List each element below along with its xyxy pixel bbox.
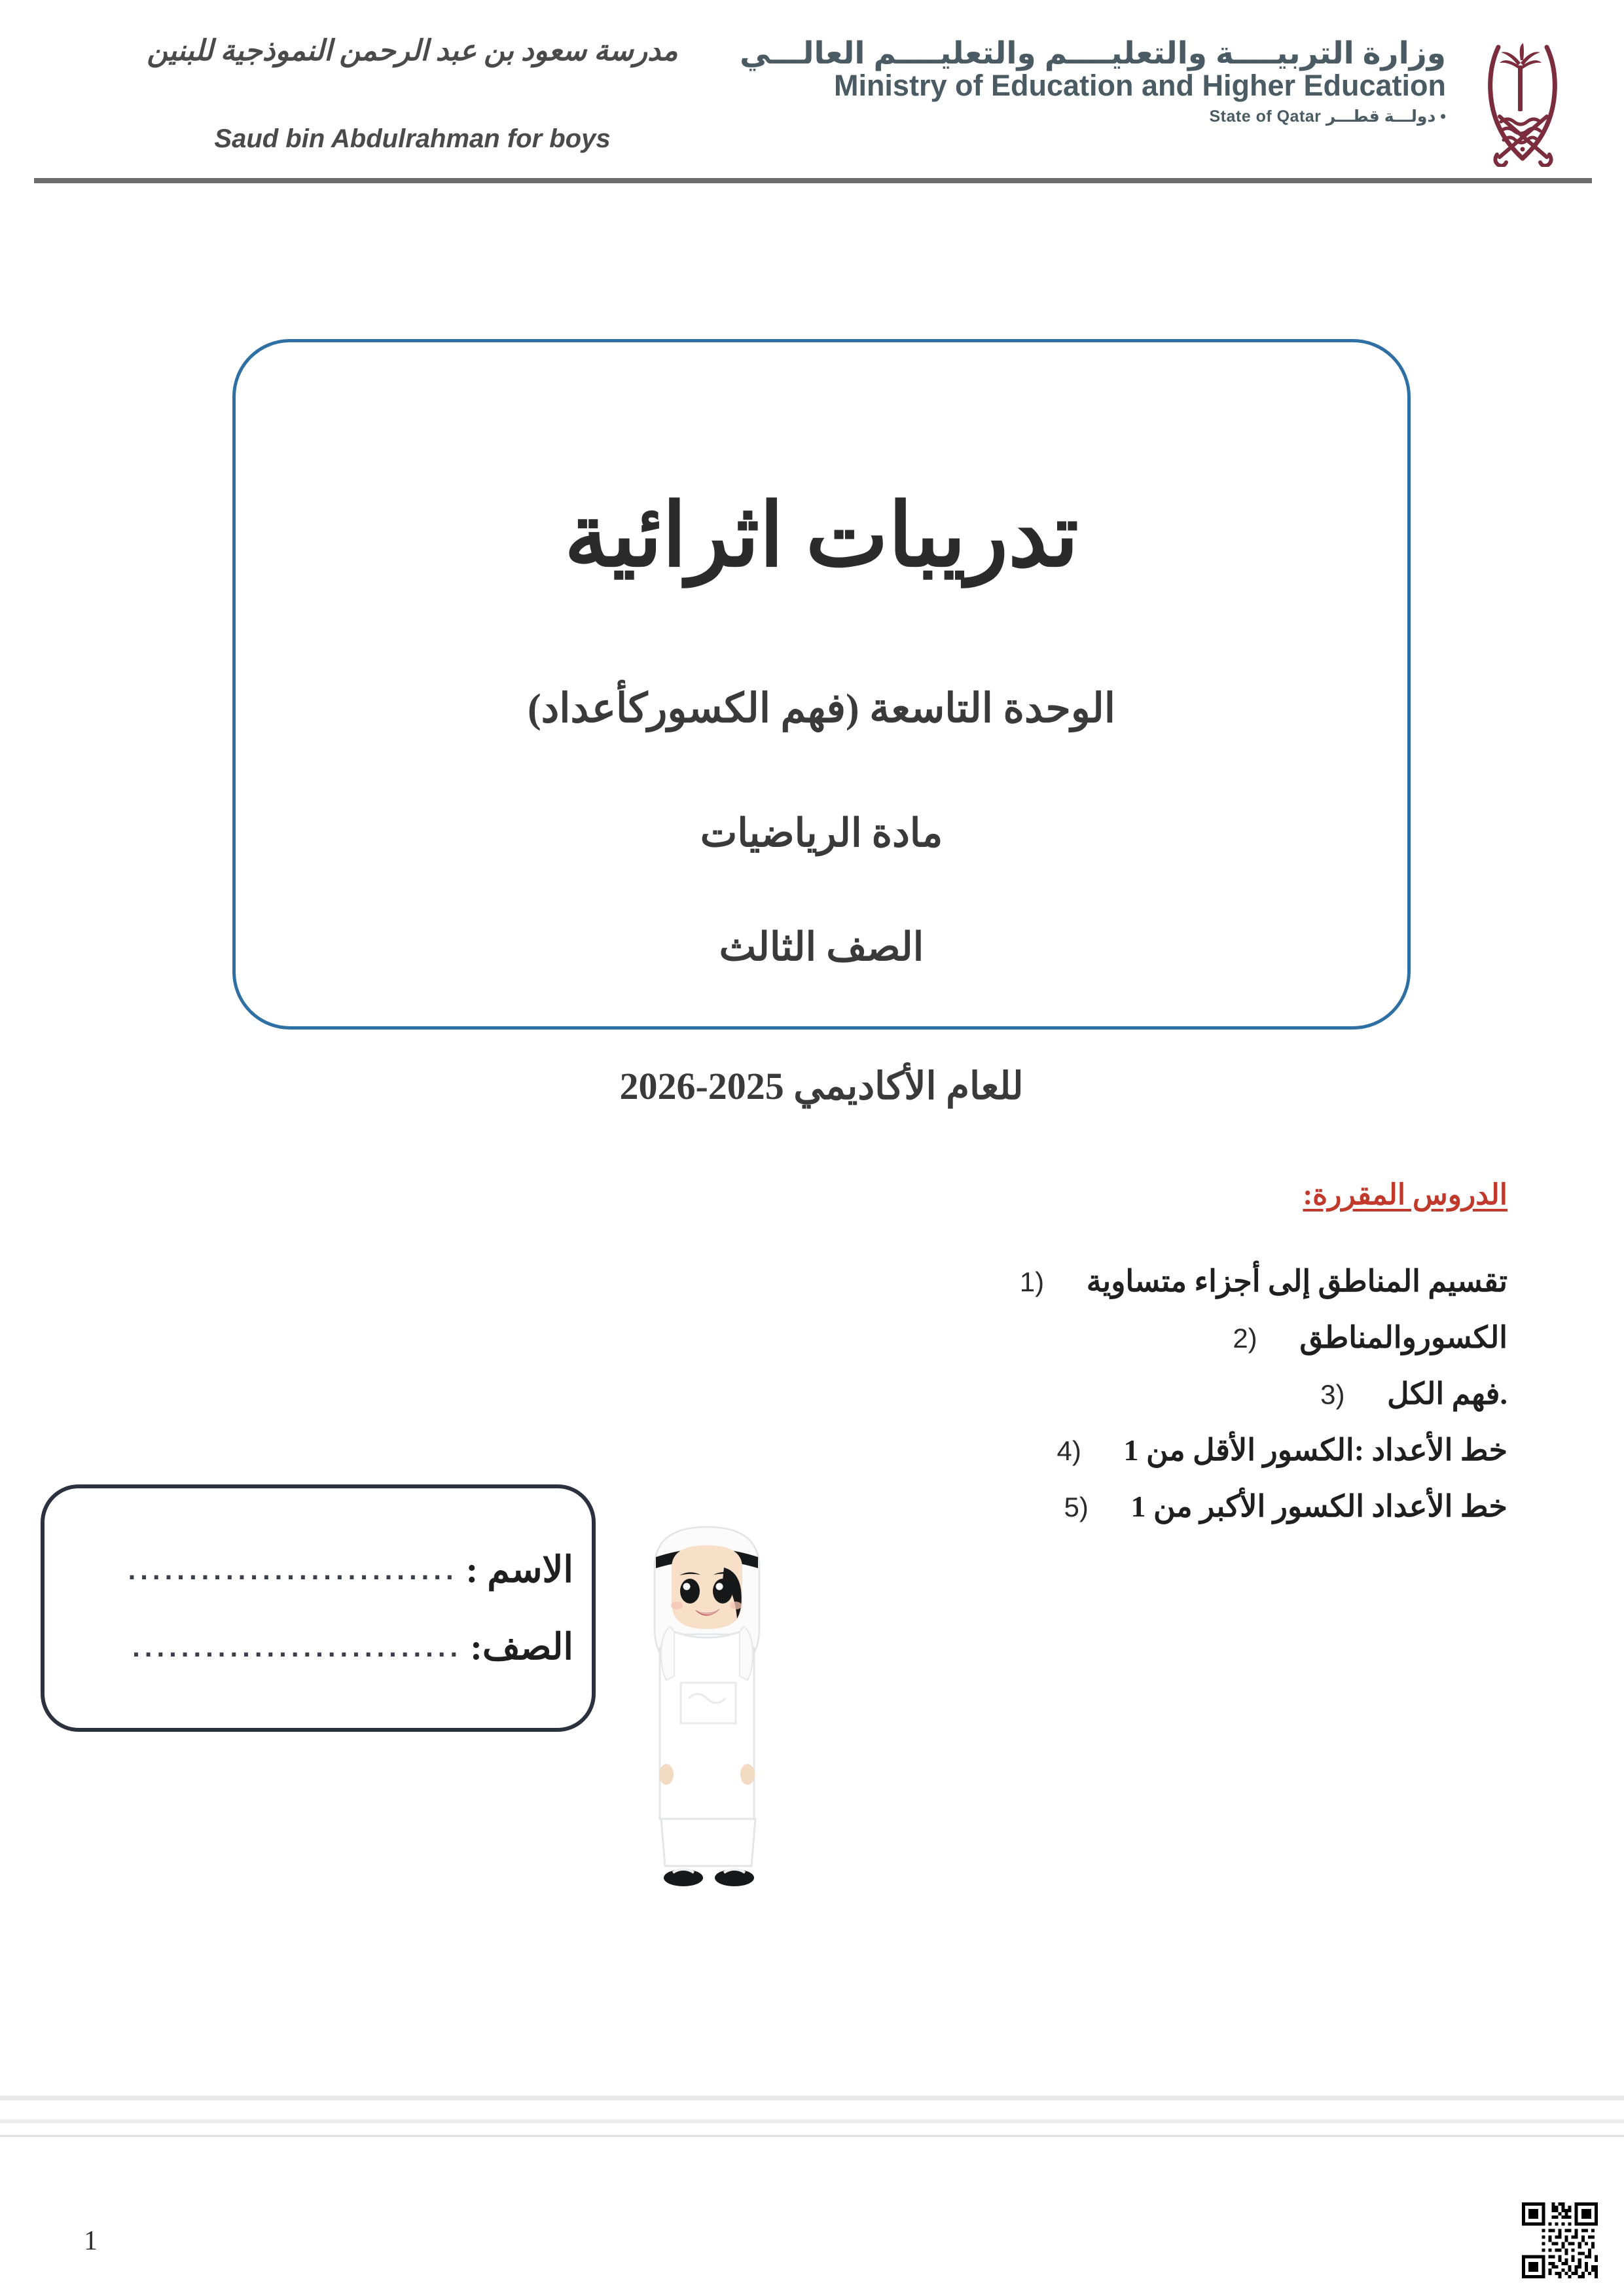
page-number: 1 xyxy=(84,2226,98,2256)
lesson-title: خط الأعداد الكسور الأكبر من 1 xyxy=(1130,1490,1507,1523)
state-label-english: State of Qatar xyxy=(1209,107,1322,126)
page-title: تدريبات اثرائية xyxy=(564,488,1079,584)
lessons-heading: الدروس المقررة: xyxy=(1303,1179,1507,1211)
student-info-box xyxy=(41,1484,596,1732)
lesson-title: تقسيم المناطق إلى أجزاء متساوية xyxy=(1086,1265,1507,1298)
student-name-label: الاسم : xyxy=(465,1550,573,1590)
lesson-item xyxy=(787,1376,1507,1432)
lesson-title: الكسوروالمناطق xyxy=(1299,1321,1507,1354)
lesson-item xyxy=(787,1488,1507,1545)
qatar-emblem-icon xyxy=(1460,33,1585,167)
ministry-name-arabic: وزارة التربيــــة والتعليــــم والتعليــــم العالـــي xyxy=(740,35,1446,70)
student-class-label: الصف: xyxy=(470,1627,573,1668)
ministry-logo-block xyxy=(740,33,1585,167)
lessons-list xyxy=(787,1263,1507,1545)
qatari-boy-student-icon xyxy=(615,1502,799,1908)
ministry-text-group xyxy=(740,33,1446,126)
lesson-number: 1) xyxy=(1019,1266,1045,1297)
school-name-arabic: مدرسة سعود بن عبد الرحمن النموذجية للبنين xyxy=(147,35,678,67)
lesson-number: 2) xyxy=(1233,1323,1257,1354)
lesson-item xyxy=(787,1432,1507,1488)
footer-rule-middle xyxy=(0,2119,1624,2123)
unit-title: الوحدة التاسعة (فهم الكسوركأعداد) xyxy=(527,687,1115,731)
footer-rule-top xyxy=(0,2096,1624,2100)
lesson-number: 4) xyxy=(1056,1435,1081,1466)
lesson-number: 5) xyxy=(1064,1492,1089,1522)
student-name-input[interactable]: ........................... xyxy=(128,1557,458,1583)
lesson-item xyxy=(787,1263,1507,1319)
student-class-row xyxy=(56,1626,573,1668)
student-class-input[interactable]: ........................... xyxy=(132,1634,463,1660)
ministry-name-english: Ministry of Education and Higher Education xyxy=(833,69,1446,103)
lesson-title: خط الأعداد :الكسور الأقل من 1 xyxy=(1123,1433,1507,1467)
qr-code-icon[interactable] xyxy=(1519,2199,1601,2282)
grade-title: الصف الثالث xyxy=(719,925,924,969)
state-line xyxy=(1209,107,1446,126)
subject-title: مادة الرياضيات xyxy=(700,812,943,855)
footer-rule-bottom xyxy=(0,2135,1624,2137)
academic-year: للعام الأكاديمي 2025-2026 xyxy=(619,1065,1024,1107)
state-label-arabic: دولـــة قطـــر • xyxy=(1326,107,1446,126)
lesson-title: .فهم الكل xyxy=(1387,1377,1507,1410)
student-name-row xyxy=(56,1549,573,1591)
lesson-item xyxy=(787,1319,1507,1376)
header-divider-rule xyxy=(34,178,1592,183)
lesson-number: 3) xyxy=(1320,1379,1345,1410)
school-name-english: Saud bin Abdulrahman for boys xyxy=(214,124,611,153)
